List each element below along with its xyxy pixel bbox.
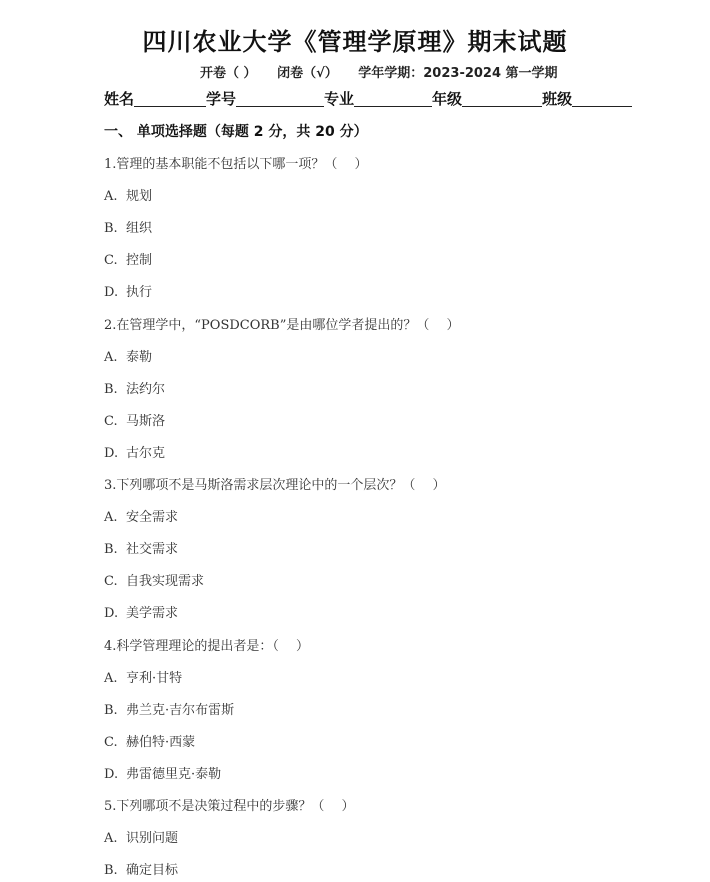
answer-option (104, 731, 195, 750)
option-text: 马斯洛 (126, 413, 166, 429)
field-class (542, 88, 632, 109)
answer-option (104, 602, 178, 621)
field-grade (432, 88, 542, 109)
question-stem: 3.下列哪项不是马斯洛需求层次理论中的一个层次？（ ） (104, 478, 446, 493)
answer-option (104, 538, 178, 557)
answer-option (104, 442, 165, 461)
section-title: 一、 单项选择题（每题 2 分，共 20 分） (104, 124, 368, 140)
answer-option (104, 763, 221, 782)
option-letter: D. (104, 445, 119, 461)
answer-option (104, 699, 234, 718)
option-letter: D. (104, 766, 119, 782)
open-book-label: 开卷（ ） (200, 66, 257, 81)
answer-option (104, 185, 152, 204)
option-letter: C. (104, 253, 118, 269)
option-text: 识别问题 (126, 831, 179, 847)
field-major-blank (354, 90, 432, 107)
option-text: 法约尔 (126, 381, 166, 397)
answer-option (104, 667, 182, 686)
answer-option (104, 570, 204, 589)
option-letter: A. (104, 349, 118, 365)
option-letter: B. (104, 863, 118, 879)
field-class-label: 班级 (542, 90, 573, 108)
field-student-id-label: 学号 (206, 90, 237, 108)
field-major (324, 88, 432, 109)
option-letter: B. (104, 221, 118, 237)
question-stem: 5.下列哪项不是决策过程中的步骤？（ ） (104, 799, 355, 814)
option-text: 弗兰克·吉尔布雷斯 (126, 702, 235, 718)
exam-meta (200, 62, 574, 81)
option-text: 确定目标 (126, 863, 179, 879)
option-text: 执行 (126, 285, 153, 301)
option-letter: C. (104, 413, 118, 429)
field-name (104, 88, 206, 109)
question-stem: 2.在管理学中，“POSDCORB”是由哪位学者提出的？（ ） (104, 317, 460, 333)
option-text: 自我实现需求 (126, 574, 205, 590)
option-text: 赫伯特·西蒙 (126, 734, 196, 750)
option-text: 组织 (126, 221, 153, 237)
option-letter: D. (104, 606, 119, 622)
answer-option (104, 346, 152, 365)
answer-option (104, 249, 152, 268)
question-stem: 1.管理的基本职能不包括以下哪一项？（ ） (104, 157, 368, 172)
answer-option (104, 827, 178, 846)
closed-book-label: 闭卷（√） (277, 66, 338, 81)
field-grade-blank (462, 90, 542, 107)
option-letter: D. (104, 285, 119, 301)
answer-option (104, 378, 165, 397)
term-label: 学年学期：2023-2024 第一学期 (358, 66, 558, 81)
answer-option (104, 506, 178, 525)
option-text: 安全需求 (126, 510, 179, 526)
answer-option (104, 859, 178, 878)
answer-option (104, 217, 152, 236)
option-text: 弗雷德里克·泰勒 (126, 766, 222, 782)
option-letter: A. (104, 189, 118, 205)
option-text: 社交需求 (126, 542, 179, 558)
field-name-blank (134, 90, 206, 107)
answer-option (104, 410, 165, 429)
option-text: 控制 (126, 253, 153, 269)
option-letter: C. (104, 734, 118, 750)
option-letter: B. (104, 702, 118, 718)
answer-option (104, 281, 152, 300)
option-text: 亨利·甘特 (126, 670, 183, 686)
exam-title: 四川农业大学《管理学原理》期末试题 (142, 28, 568, 56)
option-letter: C. (104, 574, 118, 590)
field-name-label: 姓名 (104, 90, 135, 108)
question-stem: 4.科学管理理论的提出者是：（ ） (104, 638, 310, 654)
student-info-row (104, 88, 664, 109)
option-text: 规划 (126, 189, 153, 205)
field-major-label: 专业 (324, 90, 355, 108)
option-letter: A. (104, 670, 118, 686)
field-student-id (206, 88, 324, 109)
field-class-blank (572, 90, 632, 107)
option-text: 泰勒 (126, 349, 153, 365)
option-letter: A. (104, 831, 118, 847)
field-student-id-blank (236, 90, 324, 107)
option-letter: B. (104, 381, 118, 397)
option-text: 古尔克 (126, 445, 166, 461)
option-text: 美学需求 (126, 606, 179, 622)
option-letter: B. (104, 542, 118, 558)
field-grade-label: 年级 (432, 90, 463, 108)
option-letter: A. (104, 510, 118, 526)
